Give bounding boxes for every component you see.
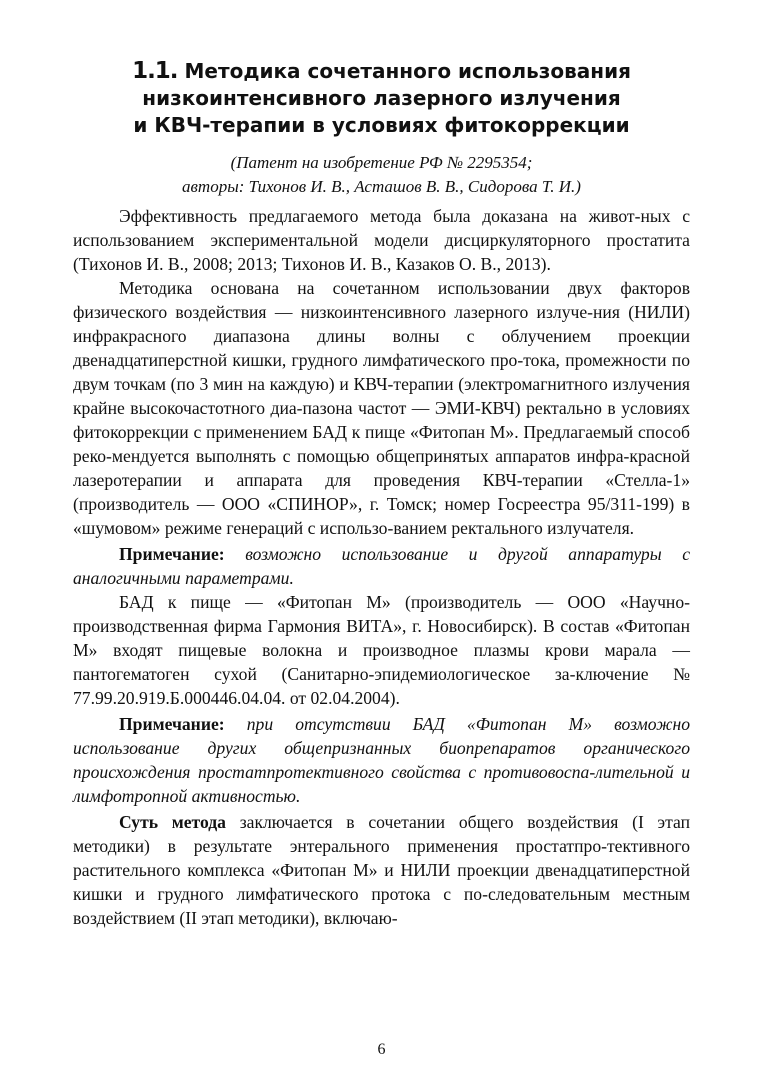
heading-line-2: низкоинтенсивного лазерного излучения xyxy=(142,86,621,110)
note-alternatives xyxy=(73,712,690,808)
note-label: Примечание: xyxy=(119,544,225,564)
heading-line-1: Методика сочетанного использования xyxy=(184,59,631,83)
page-number: 6 xyxy=(377,1041,386,1058)
note-label: Примечание: xyxy=(119,714,225,734)
patent-authors-line: авторы: Тихонов И. В., Асташов В. В., Сидорова Т. И.) xyxy=(182,177,581,196)
patent-line-1: (Патент на изобретение РФ № 2295354; xyxy=(230,153,533,172)
section-number: 1.1. xyxy=(132,58,178,84)
paragraph-method-essence xyxy=(73,810,690,930)
paragraph-method-basis: Методика основана на сочетанном использовании двух факторов физического воздействия — низкоинтенсивного лазерного излуче-ния (НИЛИ) инфракрасного диапазона длины волны с облучением проекции двенадцатиперстной кишки, грудного лимфатического про-тока, промежности по двум точкам (по 3 мин на каждую) и КВЧ-терапии (электромагнитного излучения крайне высокочастотного диа-пазона частот — ЭМИ-КВЧ) ректально в условиях фитокоррекции с применением БАД к пище «Фитопан М». Предлагаемый способ реко-мендуется выполнять с помощью общепринятых аппаратов инфра-красной лазеротерапии и аппарата для проведения КВЧ-терапии «Стелла-1» (производитель — ООО «СПИНОР», г. Томск; номер Госреестра 95/311-199) в «шумовом» режиме генераций с использо-ванием ректального излучателя. xyxy=(73,278,690,538)
section-heading xyxy=(73,58,690,139)
note-text: возможно использование и другой аппаратуры с аналогичными параметрами. xyxy=(73,544,690,588)
heading-line-3: и КВЧ-терапии в условиях фитокоррекции xyxy=(133,113,630,137)
note-equipment xyxy=(73,542,690,590)
body-text xyxy=(73,204,690,930)
paragraph-effectiveness: Эффективность предлагаемого метода была доказана на живот-ных с использованием экспериментальной модели дисциркуляторного простатита (Тихонов И. В., 2008; 2013; Тихонов И. В., Казаков О. В., 2013). xyxy=(73,206,690,274)
method-essence-text: заключается в сочетании общего воздействия (I этап методики) в результате энтерального применения простатпро-тективного растительного комплекса «Фитопан М» и НИЛИ проекции двенадцатиперстной кишки и грудного лимфатического протока с по-следовательным местным воздействием (II этап методики), включаю- xyxy=(73,812,690,928)
note-text: при отсутствии БАД «Фитопан М» возможно использование других общепризнанных биопрепаратов органического происхождения простатпротективного свойства с противовоспа-лительной и лимфотропной активностью. xyxy=(73,714,690,806)
paragraph-supplement: БАД к пище — «Фитопан М» (производитель — ООО «Научно-производственная фирма Гармония ВИТА», г. Новосибирск). В состав «Фитопан М» входят пищевые волокна и производное плазмы крови марала — пантогематоген сухой (Санитарно-эпидемиологическое за-ключение № 77.99.20.919.Б.000446.04.04. от 02.04.2004). xyxy=(73,592,690,708)
patent-reference xyxy=(73,151,690,199)
method-essence-label: Суть метода xyxy=(119,812,226,832)
page-content xyxy=(73,58,690,930)
